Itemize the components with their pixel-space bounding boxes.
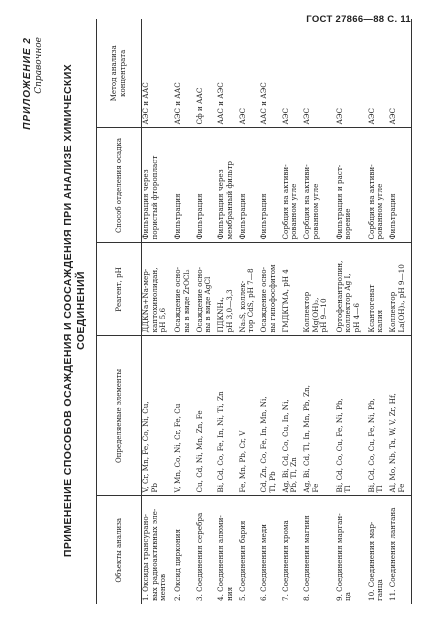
cell-elements: Fe, Mn, Pb, Cr, V (239, 336, 260, 496)
cell-separation: Фильтрация (260, 128, 281, 243)
document-title-line-1: ПРИМЕНЕНИЕ СПОСОБОВ ОСАЖДЕНИЯ И СООСАЖДЕНИЯ ПРИ АНАЛИЗЕ ХИМИЧЕСКИХ (62, 63, 74, 558)
table-row (303, 19, 335, 604)
cell-separation: Фильтрация (239, 128, 260, 243)
cell-object: 11. Соединения лантана (389, 496, 411, 604)
cell-object: 5. Соединения бария (237, 520, 247, 601)
cell-method: АЭС (389, 19, 411, 128)
cell-reagent: Na₂S, коллек- тор CdS, pH 7—8 (239, 243, 260, 336)
cell-separation: Фильтрация (174, 128, 195, 243)
cell-object: 4. Соединения алюми- ния (216, 515, 234, 601)
cell-method: АЭС и ААС (142, 19, 175, 128)
cell-elements: Ag, Bi, Cd, Co, Cu, In, Ni, Pb, Tl, Zn (282, 336, 303, 496)
cell-separation: Сорбция на активи- рованном угле (303, 128, 335, 243)
cell-reagent: Осаждение осно- вы в виде AgCl (196, 243, 217, 336)
cell-elements: Cu, Cd, Ni, Mn, Zn, Fe (196, 336, 217, 496)
cell-elements: Ag, Bi, Cd, Tl, In, Mn, Pb, Zn, Fe (303, 336, 335, 496)
table-row (260, 19, 281, 604)
cell-reagent: Ксантогенат калия (368, 243, 389, 336)
cell-method: АЭС и ААС (174, 19, 195, 128)
cell-reagent: ДДКNa+Na-мер- каптохинолидан, pH 5,6 (142, 243, 175, 336)
column-header: Метод анализа концентрата (97, 19, 142, 128)
cell-method: АЭС (368, 19, 389, 128)
cell-separation: Фильтрация (196, 128, 217, 243)
cell-method: ААС и АЭС (217, 19, 238, 128)
cell-object: 10. Соединения мар- ганца (366, 521, 385, 601)
cell-reagent: Коллектор La(OH)₃, pH 9—10 (389, 243, 411, 336)
cell-separation: Фильтрация (389, 128, 411, 243)
cell-reagent: Осаждение осно- вы гипофосфитом (260, 243, 281, 336)
appendix-subtitle: Справочное (34, 37, 44, 94)
page-header: ГОСТ 27866—88 С. 11 (306, 14, 411, 25)
cell-object: 6. Соединения меди (259, 524, 269, 601)
cell-object: 7. Соединения хрома (280, 520, 290, 601)
cell-reagent: Коллектор Mg(OH)₂, pH 9—10 (303, 243, 335, 336)
cell-method: ААС и АЭС (260, 19, 281, 128)
cell-elements: Bi, Cd, Co, Fe, In, Ni, Ti, Zn (217, 336, 238, 496)
table-header-row (97, 19, 142, 604)
cell-separation: Фильтрация через пористый фторопласт (142, 128, 175, 243)
document-title (62, 13, 88, 608)
cell-reagent: Осаждение осно- вы в виде ZrOCl₂ (174, 243, 195, 336)
cell-method: АЭС (336, 19, 368, 128)
cell-elements: V, Cr, Mn, Fe, Co, Ni, Cu, Pb (142, 336, 175, 496)
cell-elements: V, Mn, Co, Ni, Cr, Fe, Cu (174, 336, 195, 496)
precipitation-methods-table (96, 19, 412, 604)
cell-object: 2. Оксид циркония (173, 528, 183, 601)
table-row (336, 19, 368, 604)
cell-object: 3. Соединения серебра (194, 512, 204, 601)
table-row (196, 19, 217, 604)
cell-elements: Al, Mo, Nb, Ta, W, V, Zr, Hf, Fe (389, 336, 411, 496)
document-title-line-2: СОЕДИНЕНИЙ (75, 271, 87, 350)
cell-method: АЭС (239, 19, 260, 128)
column-header: Способ отделения осадка (97, 128, 142, 243)
cell-elements: Bi, Cd, Co, Cu, Fe, Ni, Pb, Tl (336, 336, 368, 496)
cell-method: Сф и ААС (196, 19, 217, 128)
table-row (368, 19, 389, 604)
table-row (174, 19, 195, 604)
table-row (389, 19, 411, 604)
appendix-label (22, 37, 44, 130)
cell-object: 9. Соединения марган- ца (334, 513, 353, 601)
cell-separation: Сорбция на активи- рованном угле (282, 128, 303, 243)
table-row (142, 19, 175, 604)
cell-elements: Bi, Cd, Co, Cu, Fe, Ni, Pb, Tl (368, 336, 389, 496)
cell-method: АЭС (303, 19, 335, 128)
column-header: Реагент, pH (97, 243, 142, 336)
cell-separation: Фильтрация через мембранный фильтр (217, 128, 238, 243)
table-row (217, 19, 238, 604)
table-row (239, 19, 260, 604)
cell-object: 1. Оксиды трансурано- вых радиоактивных эле- ментов (141, 508, 168, 601)
appendix-title: ПРИЛОЖЕНИЕ 2 (22, 37, 33, 130)
cell-method: АЭС (282, 19, 303, 128)
cell-separation: Фильтрация и раст- ворение (336, 128, 368, 243)
column-header: Определяемые элементы (97, 336, 142, 496)
cell-separation: Сорбция на активи- рованном угле (368, 128, 389, 243)
column-header: Объекты анализа (97, 496, 142, 604)
cell-object: 8. Соединения магния (302, 515, 312, 601)
cell-reagent: ПДКNH₄, pH 3,0—3,3 (217, 243, 238, 336)
cell-reagent: ГМДКГМА, pH 4 (282, 243, 303, 336)
rotated-page-content (20, 13, 415, 608)
cell-reagent: Ортофенантролин, коллектор Ag I, pH 4—6 (336, 243, 368, 336)
table-row (282, 19, 303, 604)
cell-elements: Cd, Zn, Co, Fe, In, Mn, Ni, Tl, Pb (260, 336, 281, 496)
